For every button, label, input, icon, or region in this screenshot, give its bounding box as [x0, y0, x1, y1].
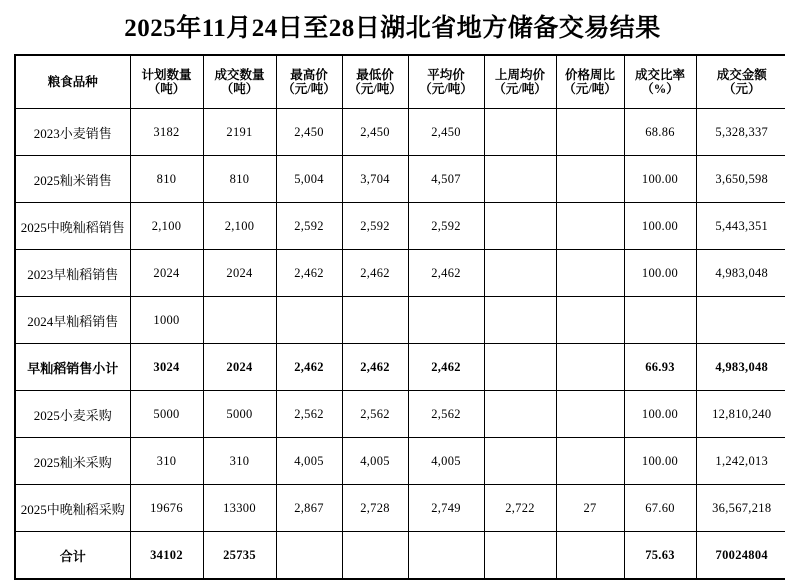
cell-grain-type: 合计: [15, 532, 130, 580]
header-line2: （元/吨）: [559, 82, 622, 96]
cell-grain-type: 2025小麦采购: [15, 391, 130, 438]
column-header-price-week-change: [556, 55, 624, 109]
cell-lowest-price: 4,005: [342, 438, 408, 485]
cell-last-week-average: [484, 250, 556, 297]
cell-trade-ratio: 100.00: [624, 250, 696, 297]
cell-lowest-price: 2,450: [342, 109, 408, 156]
cell-lowest-price: 3,704: [342, 156, 408, 203]
column-header-lowest-price: [342, 55, 408, 109]
cell-price-week-change: 27: [556, 485, 624, 532]
header-line1: 平均价: [427, 68, 465, 82]
cell-highest-price: 2,562: [276, 391, 342, 438]
cell-trade-ratio: 100.00: [624, 156, 696, 203]
cell-trade-ratio: 75.63: [624, 532, 696, 580]
cell-price-week-change: [556, 344, 624, 391]
cell-trade-amount: 3,650,598: [696, 156, 785, 203]
table-row: [15, 391, 785, 438]
cell-planned-qty: 2,100: [130, 203, 203, 250]
cell-last-week-average: [484, 203, 556, 250]
column-header-average-price: [408, 55, 484, 109]
cell-traded-qty: 310: [203, 438, 276, 485]
cell-planned-qty: 1000: [130, 297, 203, 344]
cell-lowest-price: 2,562: [342, 391, 408, 438]
cell-highest-price: 2,867: [276, 485, 342, 532]
table-row: [15, 250, 785, 297]
cell-price-week-change: [556, 203, 624, 250]
column-header-planned-qty: [130, 55, 203, 109]
cell-last-week-average: [484, 156, 556, 203]
cell-traded-qty: 2024: [203, 250, 276, 297]
cell-lowest-price: 2,592: [342, 203, 408, 250]
cell-planned-qty: 34102: [130, 532, 203, 580]
column-header-traded-qty: [203, 55, 276, 109]
header-line1: 最高价: [290, 68, 328, 82]
cell-price-week-change: [556, 109, 624, 156]
cell-lowest-price: 2,462: [342, 250, 408, 297]
cell-grain-type: 2025籼米销售: [15, 156, 130, 203]
header-line1: 最低价: [356, 68, 394, 82]
cell-grain-type: 2023小麦销售: [15, 109, 130, 156]
cell-grain-type: 2023早籼稻销售: [15, 250, 130, 297]
cell-trade-ratio: 100.00: [624, 391, 696, 438]
header-line2: （元/吨）: [279, 82, 340, 96]
cell-average-price: 2,450: [408, 109, 484, 156]
cell-highest-price: 4,005: [276, 438, 342, 485]
header-line1: 成交数量: [214, 68, 264, 82]
table-row: [15, 485, 785, 532]
cell-traded-qty: 2191: [203, 109, 276, 156]
cell-planned-qty: 3024: [130, 344, 203, 391]
cell-price-week-change: [556, 297, 624, 344]
cell-lowest-price: 2,728: [342, 485, 408, 532]
cell-last-week-average: [484, 391, 556, 438]
header-line1: 成交比率: [635, 68, 685, 82]
header-line1: 上周均价: [495, 68, 545, 82]
cell-average-price: 2,462: [408, 344, 484, 391]
column-header-trade-ratio: [624, 55, 696, 109]
header-line2: （吨）: [206, 82, 274, 96]
cell-highest-price: 2,462: [276, 344, 342, 391]
cell-traded-qty: 13300: [203, 485, 276, 532]
cell-traded-qty: [203, 297, 276, 344]
table-header: [15, 55, 785, 109]
cell-planned-qty: 5000: [130, 391, 203, 438]
column-header-trade-amount: [696, 55, 785, 109]
cell-average-price: 2,592: [408, 203, 484, 250]
cell-planned-qty: 19676: [130, 485, 203, 532]
cell-planned-qty: 810: [130, 156, 203, 203]
cell-grain-type: 2025中晚籼稻销售: [15, 203, 130, 250]
cell-trade-amount: 4,983,048: [696, 250, 785, 297]
cell-average-price: 2,562: [408, 391, 484, 438]
cell-last-week-average: 2,722: [484, 485, 556, 532]
header-line1: 粮食品种: [48, 75, 98, 89]
cell-average-price: 2,749: [408, 485, 484, 532]
cell-trade-ratio: 66.93: [624, 344, 696, 391]
header-line2: （%）: [627, 82, 694, 96]
cell-planned-qty: 2024: [130, 250, 203, 297]
cell-trade-ratio: 100.00: [624, 203, 696, 250]
cell-average-price: [408, 297, 484, 344]
cell-highest-price: [276, 532, 342, 580]
column-header-highest-price: [276, 55, 342, 109]
cell-lowest-price: [342, 532, 408, 580]
cell-grain-type: 2025籼米采购: [15, 438, 130, 485]
cell-average-price: [408, 532, 484, 580]
header-line1: 价格周比: [565, 68, 615, 82]
cell-traded-qty: 25735: [203, 532, 276, 580]
cell-price-week-change: [556, 532, 624, 580]
table-row: [15, 297, 785, 344]
cell-grain-type: 2024早籼稻销售: [15, 297, 130, 344]
cell-trade-amount: 4,983,048: [696, 344, 785, 391]
cell-lowest-price: [342, 297, 408, 344]
table-row-subtotal: [15, 344, 785, 391]
cell-trade-amount: 36,567,218: [696, 485, 785, 532]
header-row: [15, 55, 785, 109]
cell-trade-amount: [696, 297, 785, 344]
cell-highest-price: 2,592: [276, 203, 342, 250]
cell-grain-type: 早籼稻销售小计: [15, 344, 130, 391]
cell-highest-price: 2,450: [276, 109, 342, 156]
table-row: [15, 109, 785, 156]
column-header-grain-type: [15, 55, 130, 109]
cell-traded-qty: 810: [203, 156, 276, 203]
cell-trade-amount: 5,328,337: [696, 109, 785, 156]
cell-trade-amount: 5,443,351: [696, 203, 785, 250]
header-line2: （元）: [699, 82, 785, 96]
cell-planned-qty: 310: [130, 438, 203, 485]
header-line2: （吨）: [133, 82, 201, 96]
cell-planned-qty: 3182: [130, 109, 203, 156]
cell-trade-ratio: 68.86: [624, 109, 696, 156]
cell-traded-qty: 2,100: [203, 203, 276, 250]
header-line2: （元/吨）: [487, 82, 554, 96]
cell-last-week-average: [484, 438, 556, 485]
cell-trade-ratio: 100.00: [624, 438, 696, 485]
cell-last-week-average: [484, 532, 556, 580]
cell-price-week-change: [556, 391, 624, 438]
table-container: [0, 54, 785, 580]
cell-price-week-change: [556, 156, 624, 203]
cell-traded-qty: 5000: [203, 391, 276, 438]
cell-last-week-average: [484, 344, 556, 391]
table-row: [15, 438, 785, 485]
table-body: [15, 109, 785, 580]
header-line2: （元/吨）: [411, 82, 482, 96]
cell-trade-amount: 70024804: [696, 532, 785, 580]
cell-trade-ratio: 67.60: [624, 485, 696, 532]
trade-results-table: [14, 54, 785, 580]
cell-traded-qty: 2024: [203, 344, 276, 391]
cell-highest-price: 2,462: [276, 250, 342, 297]
cell-trade-amount: 1,242,013: [696, 438, 785, 485]
header-line1: 计划数量: [141, 68, 191, 82]
cell-last-week-average: [484, 297, 556, 344]
cell-price-week-change: [556, 438, 624, 485]
cell-trade-amount: 12,810,240: [696, 391, 785, 438]
cell-average-price: 4,005: [408, 438, 484, 485]
cell-average-price: 2,462: [408, 250, 484, 297]
cell-grain-type: 2025中晚籼稻采购: [15, 485, 130, 532]
cell-average-price: 4,507: [408, 156, 484, 203]
column-header-last-week-average: [484, 55, 556, 109]
table-row: [15, 156, 785, 203]
document-page: [0, 8, 785, 583]
table-row: [15, 203, 785, 250]
cell-highest-price: 5,004: [276, 156, 342, 203]
page-title: 2025年11月24日至28日湖北省地方储备交易结果: [0, 8, 785, 44]
cell-trade-ratio: [624, 297, 696, 344]
cell-last-week-average: [484, 109, 556, 156]
cell-highest-price: [276, 297, 342, 344]
cell-lowest-price: 2,462: [342, 344, 408, 391]
header-line2: （元/吨）: [345, 82, 406, 96]
table-row-total: [15, 532, 785, 580]
cell-price-week-change: [556, 250, 624, 297]
header-line1: 成交金额: [717, 68, 767, 82]
